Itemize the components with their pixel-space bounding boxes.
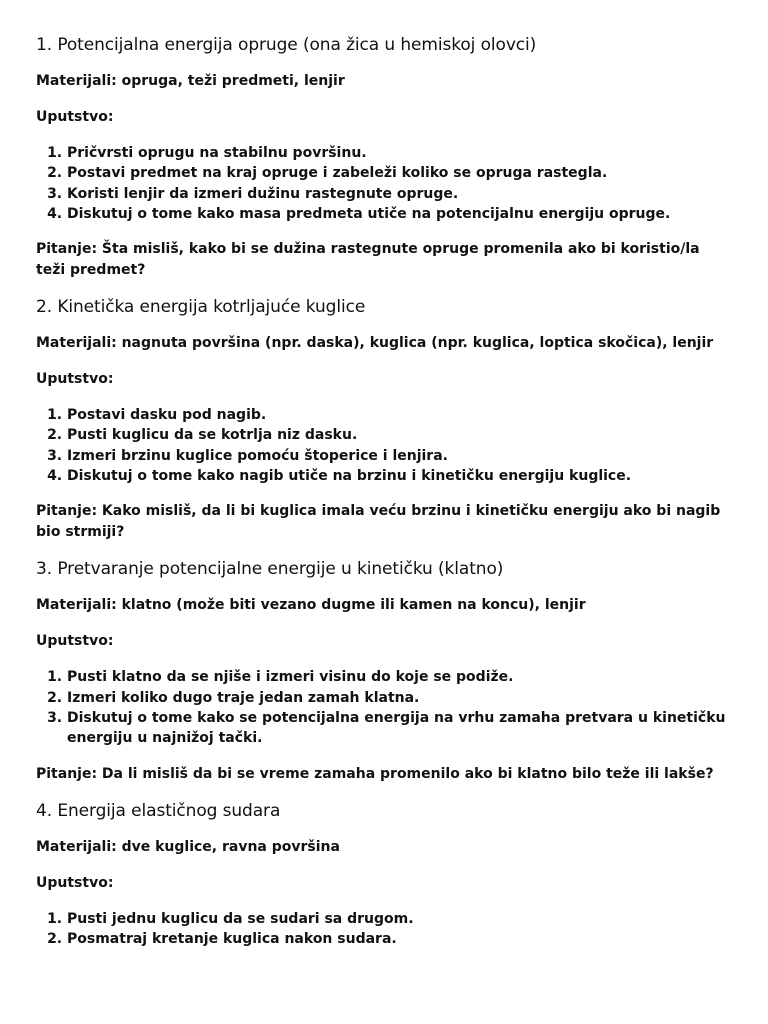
section-1 [36,34,728,281]
list-item: 2. Izmeri koliko dugo traje jedan zamah klatna. [67,688,728,708]
steps-list [36,405,728,486]
instructions-label: Uputstvo: [36,633,114,650]
section-4 [36,800,728,950]
list-item: 2. Pusti kuglicu da se kotrlja niz dasku. [67,425,728,445]
section-3 [36,558,728,784]
materials-text: Materijali: klatno (može biti vezano dugme ili kamen na koncu), lenjir [36,597,586,614]
steps-list [36,667,728,748]
section-title: 3. Pretvaranje potencijalne energije u kinetičku (klatno) [36,559,504,580]
question-text: Pitanje: Kako misliš, da li bi kuglica imala veću brzinu i kinetičku energiju ako bi nagib bio strmiji? [36,503,721,541]
list-item: 1. Postavi dasku pod nagib. [67,405,728,425]
section-title: 2. Kinetička energija kotrljajuće kuglice [36,297,366,318]
list-item: 3. Diskutuj o tome kako se potencijalna energija na vrhu zamaha pretvara u kinetičku energiju u najnižoj tački. [67,708,728,749]
list-item: 1. Pusti klatno da se njiše i izmeri visinu do koje se podiže. [67,667,728,687]
section-title: 4. Energija elastičnog sudara [36,800,281,821]
section-2 [36,296,728,543]
question-text: Pitanje: Da li misliš da bi se vreme zamaha promenilo ako bi klatno bilo teže ili lakše? [36,765,714,782]
list-item: 1. Pričvrsti oprugu na stabilnu površinu. [67,143,728,163]
materials-text: Materijali: dve kuglice, ravna površina [36,838,340,855]
list-item: 4. Diskutuj o tome kako masa predmeta utiče na potencijalnu energiju opruge. [67,204,728,224]
instructions-label: Uputstvo: [36,371,114,388]
list-item: 4. Diskutuj o tome kako nagib utiče na brzinu i kinetičku energiju kuglice. [67,466,728,486]
steps-list [36,143,728,224]
list-item: 3. Izmeri brzinu kuglice pomoću štoperice i lenjira. [67,446,728,466]
list-item: 3. Koristi lenjir da izmeri dužinu rastegnute opruge. [67,184,728,204]
list-item: 2. Postavi predmet na kraj opruge i zabeleži koliko se opruga rastegla. [67,163,728,183]
section-title: 1. Potencijalna energija opruge (ona žica u hemiskoj olovci) [36,35,537,55]
materials-text: Materijali: opruga, teži predmeti, lenjir [36,73,345,89]
instructions-label: Uputstvo: [36,109,114,125]
steps-list [36,909,728,950]
materials-text: Materijali: nagnuta površina (npr. daska), kuglica (npr. kuglica, loptica skočica), lenjir [36,335,714,352]
question-text: Pitanje: Šta misliš, kako bi se dužina rastegnute opruge promenila ako bi koristio/la teži predmet? [36,241,700,279]
list-item: 2. Posmatraj kretanje kuglica nakon sudara. [67,929,728,949]
list-item: 1. Pusti jednu kuglicu da se sudari sa drugom. [67,909,728,929]
instructions-label: Uputstvo: [36,874,114,891]
